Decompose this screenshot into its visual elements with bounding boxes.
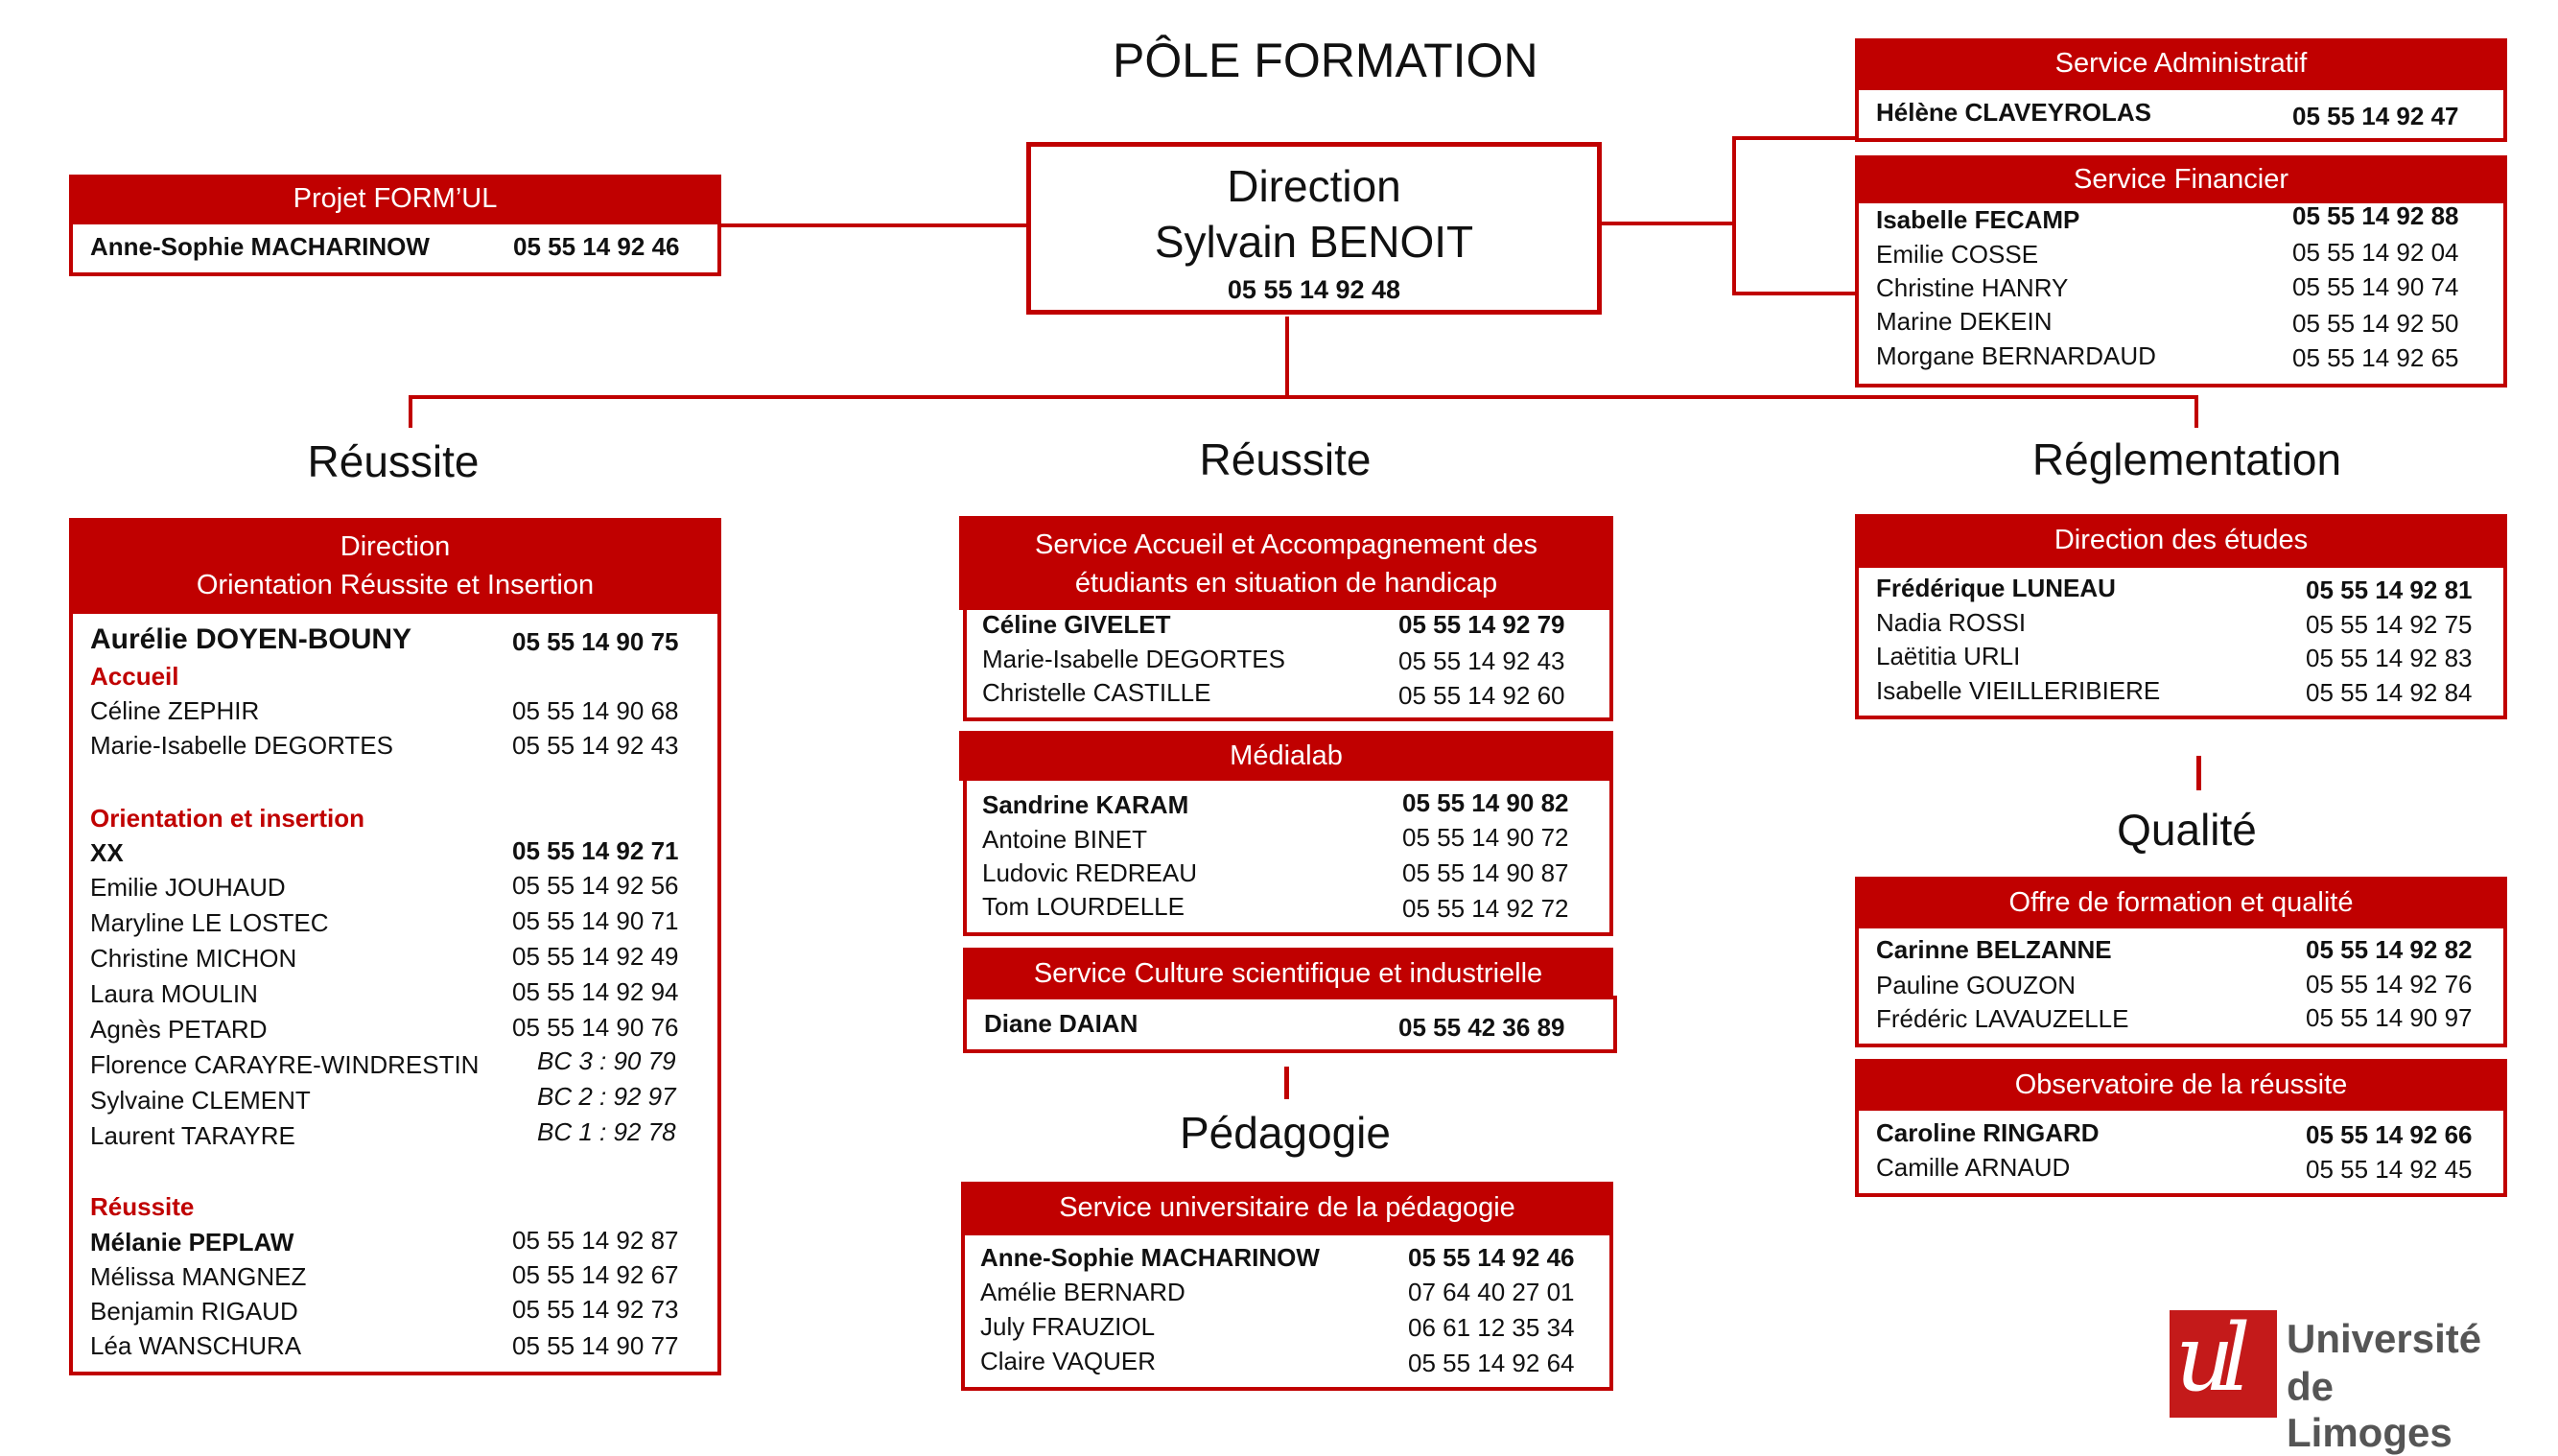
dori-row-phone: 05 55 14 92 87 <box>512 1226 679 1255</box>
column-title-middle: Réussite <box>1199 434 1372 484</box>
dori-row-phone: BC 2 : 92 97 <box>537 1082 676 1111</box>
handicap-header-line2: étudiants en situation de handicap <box>1074 568 1498 599</box>
culture-name: Diane DAIAN <box>984 1009 1138 1038</box>
university-logo <box>2170 1310 2507 1455</box>
culture-phone: 05 55 42 36 89 <box>1398 1013 1565 1042</box>
pedagogie-name: Amélie BERNARD <box>980 1278 1185 1306</box>
dori-row-phone: 05 55 14 92 49 <box>512 942 679 971</box>
dori-row-phone: 05 55 14 92 73 <box>512 1295 679 1324</box>
service-admin-header: Service Administratif <box>1855 38 2507 88</box>
direction-name: Sylvain BENOIT <box>1154 217 1474 267</box>
medialab-phone: 05 55 14 90 72 <box>1402 823 1569 852</box>
observatoire-header: Observatoire de la réussite <box>1855 1059 2507 1111</box>
dori-row-name: Laura MOULIN <box>90 979 258 1008</box>
offre-name: Frédéric LAVAUZELLE <box>1876 1004 2129 1033</box>
dori-section-label: Orientation et insertion <box>90 804 365 833</box>
dori-row-name: Maryline LE LOSTEC <box>90 908 329 937</box>
observatoire-name: Caroline RINGARD <box>1876 1118 2100 1147</box>
service-fin-name: Morgane BERNARDAUD <box>1876 341 2156 370</box>
pedagogie-phone: 05 55 14 92 64 <box>1408 1349 1575 1377</box>
etudes-phone: 05 55 14 92 84 <box>2306 678 2473 707</box>
handicap-phone: 05 55 14 92 79 <box>1398 610 1565 639</box>
dori-row-phone: 05 55 14 90 68 <box>512 696 679 725</box>
service-fin-name: Christine HANRY <box>1876 273 2069 302</box>
service-fin-phone: 05 55 14 92 65 <box>2292 343 2459 372</box>
medialab-name: Antoine BINET <box>982 825 1147 854</box>
dori-row-name: Mélissa MANGNEZ <box>90 1262 307 1291</box>
service-fin-phone: 05 55 14 92 50 <box>2292 309 2459 338</box>
service-fin-name: Marine DEKEIN <box>1876 307 2053 336</box>
connector <box>1284 1067 1289 1099</box>
medialab-name: Tom LOURDELLE <box>982 892 1185 921</box>
handicap-name: Christelle CASTILLE <box>982 678 1211 707</box>
connector <box>409 395 2198 399</box>
dori-row-phone: 05 55 14 90 76 <box>512 1013 679 1042</box>
page-title: PÔLE FORMATION <box>1113 34 1538 87</box>
dori-head-name: Aurélie DOYEN-BOUNY <box>90 623 412 655</box>
dori-header <box>69 518 721 614</box>
observatoire-phone: 05 55 14 92 66 <box>2306 1120 2473 1149</box>
pedagogie-phone: 07 64 40 27 01 <box>1408 1278 1575 1306</box>
dori-row-phone: BC 3 : 90 79 <box>537 1046 676 1075</box>
pedagogie-header: Service universitaire de la pédagogie <box>961 1182 1613 1233</box>
dori-row-phone: BC 1 : 92 78 <box>537 1117 676 1146</box>
dori-row-phone: 05 55 14 92 71 <box>512 836 679 865</box>
connector <box>2194 395 2198 428</box>
medialab-phone: 05 55 14 90 87 <box>1402 858 1569 887</box>
dori-row-name: Emilie JOUHAUD <box>90 873 286 902</box>
handicap-phone: 05 55 14 92 60 <box>1398 681 1565 710</box>
handicap-name: Céline GIVELET <box>982 610 1171 639</box>
logo-line2: de Limoges <box>2287 1364 2452 1455</box>
logo-monogram-text: ul <box>2175 1310 2238 1412</box>
dori-section-label: Accueil <box>90 662 179 691</box>
handicap-header <box>959 516 1613 610</box>
dori-row-phone: 05 55 14 92 67 <box>512 1260 679 1289</box>
etudes-name: Laëtitia URLI <box>1876 642 2021 670</box>
handicap-phone: 05 55 14 92 43 <box>1398 646 1565 675</box>
dori-row-phone: 05 55 14 92 94 <box>512 977 679 1006</box>
service-fin-name: Emilie COSSE <box>1876 240 2039 269</box>
dori-row-name: Agnès PETARD <box>90 1015 268 1044</box>
dori-row-name: Léa WANSCHURA <box>90 1331 302 1360</box>
pedagogie-phone: 05 55 14 92 46 <box>1408 1243 1575 1272</box>
logo-line1: Université <box>2287 1316 2482 1361</box>
offre-phone: 05 55 14 90 97 <box>2306 1003 2473 1032</box>
dori-row-name: XX <box>90 838 124 867</box>
dori-row-name: Florence CARAYRE-WINDRESTIN <box>90 1050 480 1079</box>
offre-name: Carinne BELZANNE <box>1876 935 2112 964</box>
projet-name: Anne-Sophie MACHARINOW <box>90 232 430 261</box>
dori-row-name: Céline ZEPHIR <box>90 696 260 725</box>
pedagogie-phone: 06 61 12 35 34 <box>1408 1313 1575 1342</box>
connector <box>717 223 1030 227</box>
etudes-header: Direction des études <box>1855 514 2507 566</box>
handicap-header-line1: Service Accueil et Accompagnement des <box>1035 529 1537 560</box>
column-title-left: Réussite <box>307 436 480 486</box>
dori-row-name: Benjamin RIGAUD <box>90 1297 298 1326</box>
etudes-phone: 05 55 14 92 75 <box>2306 610 2473 639</box>
logo-monogram <box>2170 1310 2277 1418</box>
medialab-phone: 05 55 14 90 82 <box>1402 788 1569 817</box>
offre-header: Offre de formation et qualité <box>1855 877 2507 928</box>
dori-row-name: Marie-Isabelle DEGORTES <box>90 731 393 760</box>
etudes-name: Nadia ROSSI <box>1876 608 2027 637</box>
direction-phone: 05 55 14 92 48 <box>1227 275 1401 304</box>
direction-label: Direction <box>1227 161 1401 211</box>
column-title-right: Réglementation <box>2031 434 2342 484</box>
projet-phone: 05 55 14 92 46 <box>513 232 680 261</box>
medialab-name: Ludovic REDREAU <box>982 858 1197 887</box>
pedagogie-name: July FRAUZIOL <box>980 1312 1156 1341</box>
service-fin-phone: 05 55 14 90 74 <box>2292 272 2459 301</box>
connector <box>1732 136 1855 140</box>
observatoire-name: Camille ARNAUD <box>1876 1153 2071 1182</box>
service-admin-phone: 05 55 14 92 47 <box>2292 102 2459 130</box>
etudes-name: Isabelle VIEILLERIBIERE <box>1876 676 2161 705</box>
medialab-header: Médialab <box>959 731 1613 781</box>
dori-header-line2: Orientation Réussite et Insertion <box>196 570 595 600</box>
offre-phone: 05 55 14 92 82 <box>2306 935 2473 964</box>
offre-phone: 05 55 14 92 76 <box>2306 970 2473 998</box>
connector <box>409 395 412 428</box>
dori-row-name: Christine MICHON <box>90 944 297 973</box>
dori-row-name: Mélanie PEPLAW <box>90 1228 294 1256</box>
connector <box>1732 292 1855 295</box>
qualite-title: Qualité <box>2117 805 2257 855</box>
connector <box>1600 222 1734 225</box>
service-admin-name: Hélène CLAVEYROLAS <box>1876 98 2152 127</box>
pedagogie-name: Claire VAQUER <box>980 1347 1157 1375</box>
service-fin-phone: 05 55 14 92 04 <box>2292 238 2459 267</box>
pedagogie-name: Anne-Sophie MACHARINOW <box>980 1243 1320 1272</box>
dori-row-phone: 05 55 14 92 43 <box>512 731 679 760</box>
dori-section-label: Réussite <box>90 1192 195 1221</box>
service-fin-phone: 05 55 14 92 88 <box>2292 201 2459 230</box>
medialab-name: Sandrine KARAM <box>982 790 1189 819</box>
etudes-name: Frédérique LUNEAU <box>1876 574 2116 602</box>
dori-row-name: Laurent TARAYRE <box>90 1121 295 1150</box>
service-fin-header: Service Financier <box>1855 155 2507 203</box>
service-fin-name: Isabelle FECAMP <box>1876 205 2080 234</box>
medialab-phone: 05 55 14 92 72 <box>1402 894 1569 923</box>
etudes-phone: 05 55 14 92 81 <box>2306 575 2473 604</box>
dori-row-name: Sylvaine CLEMENT <box>90 1086 311 1115</box>
connector <box>1732 136 1736 294</box>
dori-row-phone: 05 55 14 92 56 <box>512 871 679 900</box>
connector <box>2196 756 2201 790</box>
observatoire-phone: 05 55 14 92 45 <box>2306 1155 2473 1184</box>
handicap-name: Marie-Isabelle DEGORTES <box>982 645 1285 673</box>
offre-name: Pauline GOUZON <box>1876 971 2077 999</box>
pedagogie-title: Pédagogie <box>1180 1108 1391 1158</box>
direction-box <box>1026 142 1602 315</box>
connector <box>1285 317 1289 397</box>
dori-row-phone: 05 55 14 90 71 <box>512 906 679 935</box>
dori-head-phone: 05 55 14 90 75 <box>512 627 679 656</box>
projet-header: Projet FORM’UL <box>69 175 721 223</box>
culture-header: Service Culture scientifique et industrielle <box>963 948 1613 999</box>
dori-header-line1: Direction <box>340 531 451 562</box>
dori-row-phone: 05 55 14 90 77 <box>512 1331 679 1360</box>
etudes-phone: 05 55 14 92 83 <box>2306 644 2473 672</box>
